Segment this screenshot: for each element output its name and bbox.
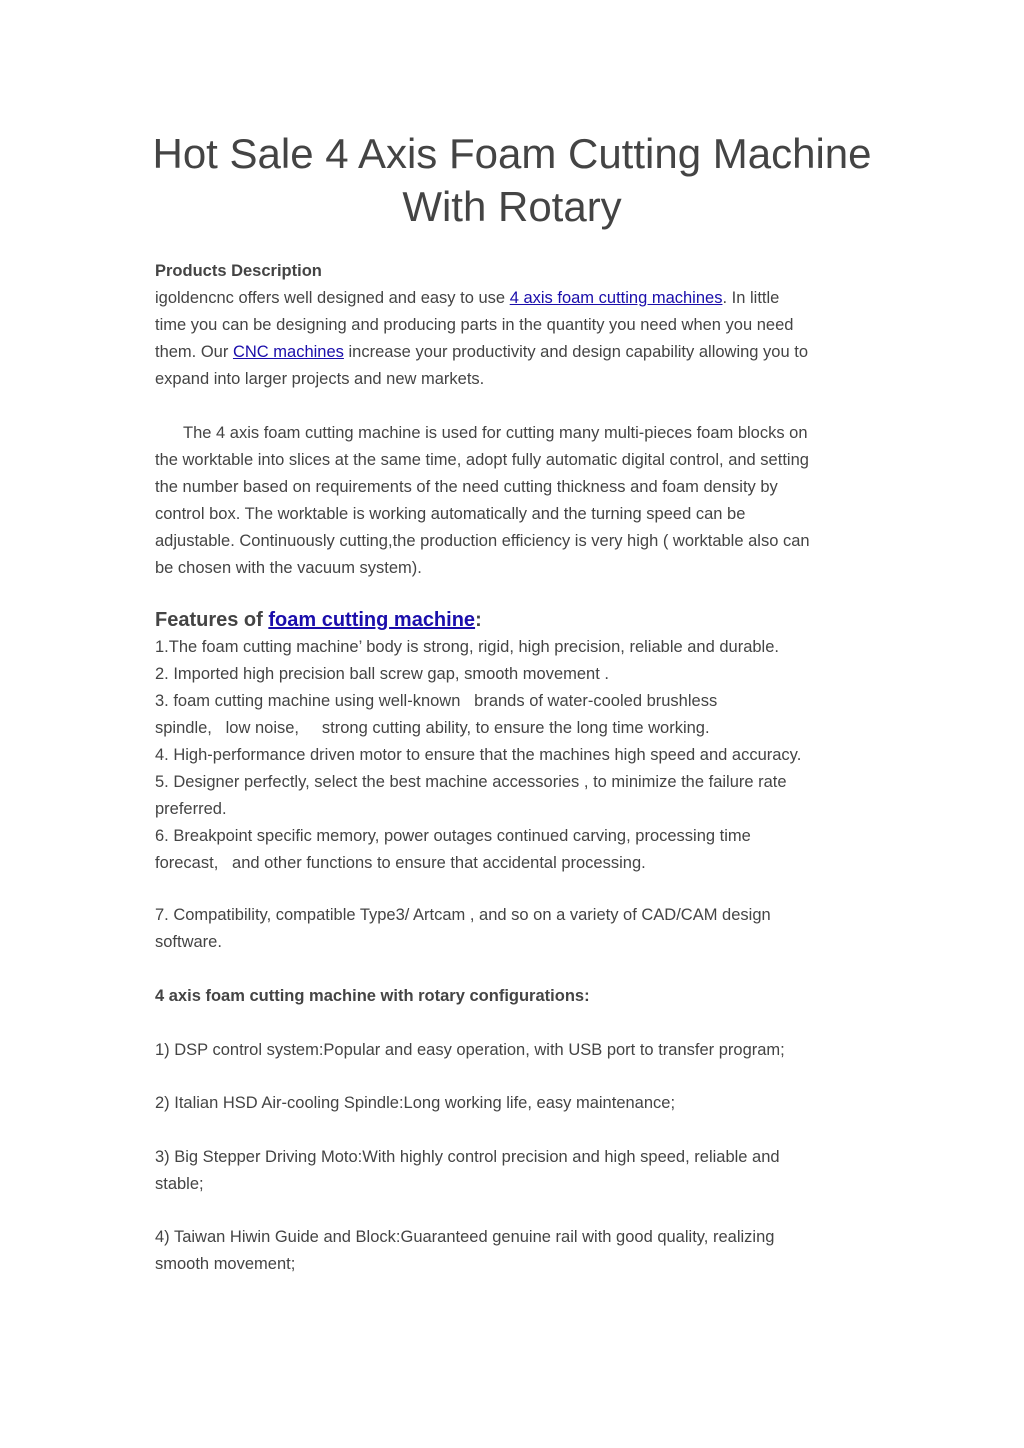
feature-line: spindle, low noise, strong cutting ability, to ensure the long time working. <box>155 719 710 737</box>
machine-overview-paragraph <box>155 420 875 582</box>
config-line: smooth movement; <box>155 1255 296 1273</box>
feature-item-7 <box>155 902 875 956</box>
title-line-1: Hot Sale 4 Axis Foam Cutting Machine <box>152 130 872 177</box>
config-line: 2) Italian HSD Air-cooling Spindle:Long working life, easy maintenance; <box>155 1094 676 1112</box>
intro-text: igoldencnc offers well designed and easy to use <box>155 289 510 307</box>
features-section <box>155 607 875 877</box>
config-line: 3) Big Stepper Driving Moto:With highly control precision and high speed, reliable and <box>155 1148 780 1166</box>
overview-line: the number based on requirements of the need cutting thickness and foam density by <box>155 478 778 496</box>
intro-line-3 <box>155 339 875 366</box>
features-heading-text: Features of <box>155 609 269 631</box>
feature-line: 1.The foam cutting machine’ body is strong, rigid, high precision, reliable and durable. <box>155 638 779 656</box>
link-cnc-machines[interactable]: CNC machines <box>232 343 344 361</box>
overview-line: The 4 axis foam cutting machine is used for cutting many multi-pieces foam blocks on <box>183 424 808 442</box>
intro-line-4: expand into larger projects and new markets. <box>155 370 485 388</box>
intro-line-1 <box>155 285 875 312</box>
link-foam-cutting-machine[interactable]: foam cutting machine <box>268 609 476 631</box>
config-item-2 <box>155 1090 875 1117</box>
intro-text: increase your productivity and design capability allowing you to <box>343 343 809 361</box>
feature-line: 6. Breakpoint specific memory, power outages continued carving, processing time <box>155 827 751 845</box>
config-item-3 <box>155 1144 875 1198</box>
products-description-section <box>155 258 875 393</box>
feature-line: 7. Compatibility, compatible Type3/ Artcam , and so on a variety of CAD/CAM design <box>155 906 771 924</box>
intro-text: them. Our <box>155 343 233 361</box>
config-item-4 <box>155 1224 875 1278</box>
products-description-heading: Products Description <box>155 262 322 280</box>
feature-line: preferred. <box>155 800 227 818</box>
feature-line: software. <box>155 933 222 951</box>
configurations-heading: 4 axis foam cutting machine with rotary configurations: <box>155 987 590 1005</box>
overview-line: adjustable. Continuously cutting,the production efficiency is very high ( worktable also can <box>155 532 810 550</box>
config-item-1 <box>155 1037 875 1064</box>
config-line: stable; <box>155 1175 204 1193</box>
features-heading-colon: : <box>475 609 482 631</box>
link-4-axis-foam-cutting-machines[interactable]: 4 axis foam cutting machines <box>509 289 723 307</box>
page-title <box>100 127 924 233</box>
feature-line: forecast, and other functions to ensure that accidental processing. <box>155 854 646 872</box>
feature-line: 5. Designer perfectly, select the best machine accessories , to minimize the failure rate <box>155 773 787 791</box>
overview-line: be chosen with the vacuum system). <box>155 559 422 577</box>
config-line: 4) Taiwan Hiwin Guide and Block:Guaranteed genuine rail with good quality, realizing <box>155 1228 775 1246</box>
overview-line: the worktable into slices at the same time, adopt fully automatic digital control, and setting <box>155 451 809 469</box>
intro-line-2: time you can be designing and producing parts in the quantity you need when you need <box>155 316 794 334</box>
features-heading <box>155 607 875 634</box>
title-line-2: With Rotary <box>402 183 622 230</box>
feature-line: 2. Imported high precision ball screw gap, smooth movement . <box>155 665 609 683</box>
feature-line: 3. foam cutting machine using well-known brands of water-cooled brushless <box>155 692 718 710</box>
intro-text: . In little <box>722 289 780 307</box>
config-line: 1) DSP control system:Popular and easy operation, with USB port to transfer program; <box>155 1041 785 1059</box>
feature-line: 4. High-performance driven motor to ensure that the machines high speed and accuracy. <box>155 746 802 764</box>
overview-line: control box. The worktable is working automatically and the turning speed can be <box>155 505 746 523</box>
